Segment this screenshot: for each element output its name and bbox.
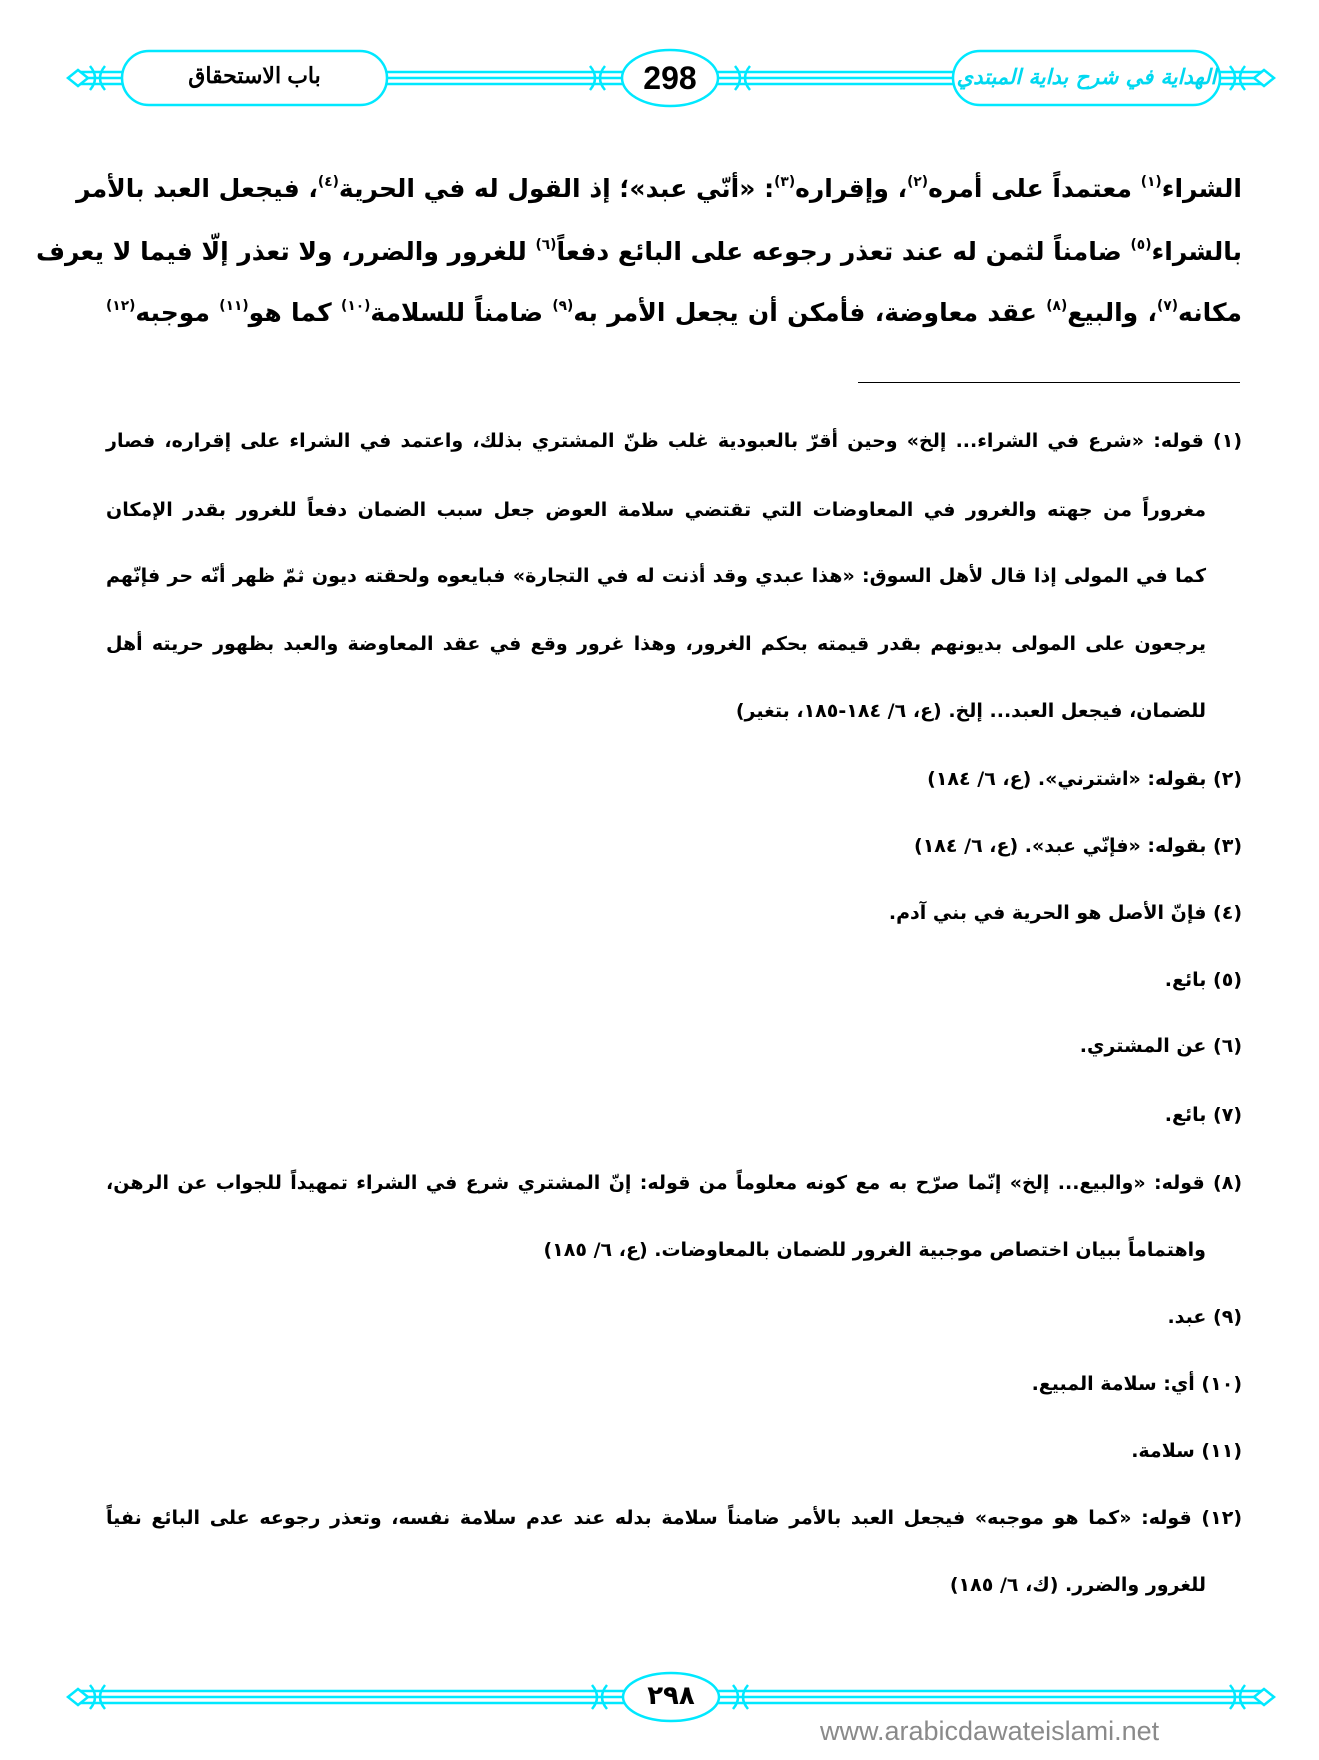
text: عقد معاوضة، فأمكن أن يجعل الأمر به (573, 298, 1047, 327)
footnote-ref-12[interactable]: (١٢) (106, 298, 136, 314)
text: ضامناً لثمن له عند تعذر رجوعه على البائع دفعاً (556, 237, 1131, 266)
footnote-8-line-2: واهتماماً ببيان اختصاص موجبية الغرور للضمان بالمعاوضات. (ع، ٦/ ١٨٥) (543, 1239, 1206, 1261)
footnote-4: (٤) فإنّ الأصل هو الحرية في بني آدم. (888, 902, 1242, 924)
text: ، وإقراره (795, 174, 908, 203)
footnote-ref-9[interactable]: (٩) (552, 298, 574, 314)
footnote-3: (٣) بقوله: «فإنّي عبد». (ع، ٦/ ١٨٤) (914, 835, 1242, 857)
main-text-line-3 (106, 298, 1242, 327)
footnote-ref-10[interactable]: (١٠) (341, 298, 371, 314)
footnote-10: (١٠) أي: سلامة المبيع. (1031, 1373, 1242, 1395)
footnote-8-line-1: (٨) قوله: «والبيع... إلخ» إنّما صرّح به مع كونه معلوماً من قوله: إنّ المشتري شرع في الشراء تمهيداً للجواب عن الرهن، (106, 1172, 1242, 1194)
footnote-1-line-2: مغروراً من جهته والغرور في المعاوضات التي تقتضي سلامة العوض جعل سبب الضمان دفعاً للغرور بقدر الإمكان (106, 499, 1206, 521)
text: مكانه (1178, 298, 1242, 327)
text: للغرور والضرر، ولا تعذر إلّا فيما لا يعرف (35, 237, 536, 266)
text: بالشراء (1151, 237, 1242, 266)
footnote-ref-4[interactable]: (٤) (317, 174, 339, 190)
text: ، فيجعل العبد بالأمر (76, 174, 318, 203)
text: الشراء (1161, 174, 1242, 203)
footnote-9: (٩) عبد. (1167, 1306, 1242, 1328)
footnote-5: (٥) بائع. (1164, 969, 1242, 991)
footnote-11: (١١) سلامة. (1131, 1440, 1242, 1462)
footnote-1-line-1: (١) قوله: «شرع في الشراء... إلخ» وحين أقرّ بالعبودية غلب ظنّ المشتري بذلك، واعتمد في الشراء على إقراره، فصار (106, 430, 1242, 452)
book-title-logo: الهداية في شرح بداية المبتدي (956, 64, 1217, 89)
footnote-ref-5[interactable]: (٥) (1130, 237, 1152, 253)
text: ، والبيع (1067, 298, 1158, 327)
text: : «أنّي عبد»؛ إذ القول له في الحرية (338, 174, 775, 203)
text: معتمداً على أمره (928, 174, 1141, 203)
page-number-header: 298 (643, 60, 697, 96)
footnote-1-line-4: يرجعون على المولى بديونهم بقدر قيمته بحكم الغرور، وهذا غرور وقع في عقد المعاوضة والعبد بظهور حريته أهل (106, 633, 1206, 655)
text: ضامناً للسلامة (370, 298, 553, 327)
text: موجبه (135, 298, 220, 327)
text: كما هو (248, 298, 342, 327)
footnote-ref-8[interactable]: (٨) (1046, 298, 1068, 314)
footnote-12-line-2: للغرور والضرر. (ك، ٦/ ١٨٥) (949, 1574, 1206, 1596)
main-text-line-2 (35, 237, 1242, 266)
watermark-url[interactable]: www.arabicdawateislami.net (820, 1716, 1160, 1746)
footnote-ref-7[interactable]: (٧) (1157, 298, 1179, 314)
footnote-6: (٦) عن المشتري. (1079, 1035, 1242, 1057)
chapter-title: باب الاستحقاق (188, 63, 321, 88)
footnote-ref-2[interactable]: (٢) (907, 174, 929, 190)
footnote-1-line-5: للضمان، فيجعل العبد... إلخ. (ع، ٦/ ١٨٤-١٨٥، بتغير) (735, 700, 1206, 722)
footnote-separator (858, 382, 1240, 383)
footnote-12-line-1: (١٢) قوله: «كما هو موجبه» فيجعل العبد بالأمر ضامناً سلامة بدله عند عدم سلامة نفسه، وتعذر رجوعه على البائع نفياً (106, 1507, 1242, 1529)
footnote-1-line-3: كما في المولى إذا قال لأهل السوق: «هذا عبدي وقد أذنت له في التجارة» فبايعوه ولحقته ديون ثمّ ظهر أنّه حر فإنّهم (106, 565, 1206, 587)
footnote-ref-11[interactable]: (١١) (219, 298, 249, 314)
footnote-7: (٧) بائع. (1164, 1104, 1242, 1126)
footnote-2: (٢) بقوله: «اشترني». (ع، ٦/ ١٨٤) (927, 768, 1242, 790)
footnote-ref-1[interactable]: (١) (1140, 174, 1162, 190)
footnote-ref-3[interactable]: (٣) (774, 174, 796, 190)
footnote-ref-6[interactable]: (٦) (535, 237, 557, 253)
main-text-line-1 (76, 174, 1242, 203)
page-number-footer: ٢٩٨ (647, 1681, 695, 1711)
